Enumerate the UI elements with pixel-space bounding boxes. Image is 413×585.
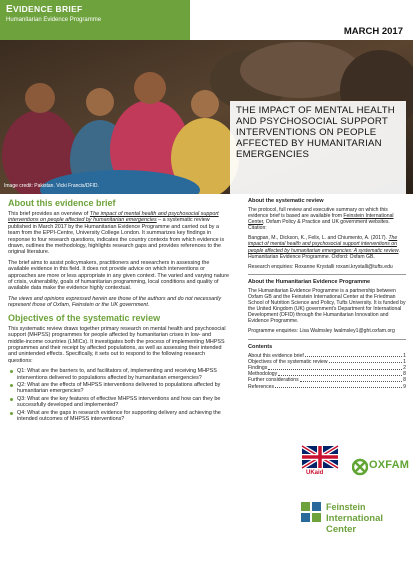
brief-type-banner [0, 0, 190, 40]
image-credit: Image credit: Pakistan. Vicki Francis/DFID. [4, 183, 99, 189]
objectives-paragraph: This systematic review draws together primary research on mental health and psychosocial support (MHPSS) programmes for people affected by humanitarian crises in low- and middle-income countries (LMICs). It investigates both the process of implementing MHPSS programmes and their receipt by affected populations, as well as assessing their intended and unintended effects. Specifically, it sets out to respond to the following research questions: [8, 325, 226, 364]
contents-item[interactable]: Further considerations 8 [248, 377, 406, 384]
research-questions-list [8, 368, 230, 422]
about-review-paragraph: The protocol, full review and executive summary on which this evidence brief is based are available from Feinstein International Center, Oxfam Policy & Practice and UK government websites. Citation: [248, 207, 394, 232]
right-column [248, 198, 406, 390]
ukaid-logo [300, 444, 340, 484]
research-question-1: Q1: What are the barriers to, and facilitators of, implementing and receiving MHPSS interventions delivered to populations affected by humanitarian emergencies? [8, 368, 230, 381]
about-brief-paragraph-2: The brief aims to assist policymakers, practitioners and researchers in assessing the available evidence in this field. It does not provide advice on which interventions or approaches are more or less appropriate in any given context. The varied and varying nature of crisis, vulnerability, goals of humanitarian programming, local conditions and quality of available data make the evidence highly contextual. [8, 259, 230, 292]
citation-title-link[interactable]: The impact of mental health and psychosocial support interventions on people affected by humanitarian emergencies: A systematic review [248, 235, 399, 254]
left-column [8, 198, 230, 423]
programme-enquiries: Programme enquiries: Lisa Walmsley lwalmsley1@ght.oxfam.org [248, 328, 395, 335]
report-title: THE IMPACT OF MENTAL HEALTH AND PSYCHOSOCIAL SUPPORT INTERVENTIONS ON PEOPLE AFFECTED BY HUMANITARIAN EMERGENCIES [236, 105, 395, 160]
feinstein-link[interactable]: Feinstein International Center [248, 213, 394, 226]
review-title-link[interactable]: The impact of mental health and psychosocial support interventions on people affected by humanitarian emergencies [8, 211, 219, 224]
contents-item[interactable]: References 9 [248, 383, 406, 390]
disclaimer: The views and opinions expressed herein are those of the authors and do not necessarily represent those of Oxfam, Feinstein or the UK government. [8, 295, 222, 309]
oxfam-logo [352, 456, 408, 478]
about-programme-paragraph: The Humanitarian Evidence Programme is a partnership between Oxfam GB and the Feinstein International Center at the Friedman School of Nutrition Science and Policy, Tufts University. It is funded by the United Kingdom (UK) government's Department for International Development (DFID) through the Humanitarian Innovation and Evidence Programme. [248, 287, 406, 325]
about-review-heading: About the systematic review [248, 198, 324, 204]
research-question-2: Q2: What are the effects of MHPSS interventions delivered to populations affected by humanitarian emergencies? [8, 382, 230, 395]
contents-list [248, 353, 406, 390]
about-brief-paragraph-1: This brief provides an overview of The impact of mental health and psychosocial support interventions on people affected by humanitarian emergencies – a systematic review published in March 2017 by the Humanitarian Evidence Programme and carried out by a team from the EPPI-Centre, University College London. It summarizes key findings in response to four research questions, indicates the country contexts from which evidence is drawn, outlines the methodology, highlights research gaps and provides references to the original literature. [8, 211, 225, 256]
objectives-heading: Objectives of the systematic review [8, 312, 161, 323]
oxfam-wordmark: OXFAM [369, 459, 410, 471]
contents-item[interactable]: Objectives of the systematic review 1 [248, 358, 406, 365]
oxfam-mark-icon [352, 456, 368, 478]
hero-photo [0, 40, 413, 194]
feinstein-logo [300, 500, 408, 535]
header [0, 0, 413, 40]
research-question-3: Q3: What are the key features of effective MHPSS interventions and how can they be successfully developed and implemented? [8, 396, 230, 409]
feinstein-wordmark-line-2: International Center [326, 513, 384, 535]
programme-name: Humanitarian Evidence Programme [6, 17, 102, 23]
research-enquiries: Research enquiries: Roxanne Krystalli roxani.krystalli@tufts.edu [248, 263, 393, 270]
about-programme-heading: About the Humanitarian Evidence Programme [248, 278, 371, 285]
contents-heading: Contents [248, 343, 273, 350]
about-brief-heading: About this evidence brief [8, 198, 116, 208]
contents-item[interactable]: Methodology 8 [248, 371, 406, 378]
report-title-box [230, 101, 406, 194]
feinstein-wordmark-line-1: Feinstein [326, 502, 366, 512]
ukaid-wordmark: UKaid [306, 470, 324, 476]
publication-date: MARCH 2017 [343, 26, 403, 37]
divider [248, 339, 406, 340]
research-question-4: Q4: What are the gaps in research evidence for supporting delivery and achieving the intended outcomes of MHPSS interventions? [8, 410, 230, 423]
contents-item[interactable]: Findings 2 [248, 364, 406, 371]
union-flag-icon [300, 444, 340, 470]
feinstein-mark-icon [300, 500, 324, 528]
citation: Bangpan, M., Dickson, K., Felix, L. and Chiumento, A. (2017). The impact of mental health and psychosocial support interventions on people affected by humanitarian emergencies: A systematic review. Humanitarian Evidence Programme. Oxford: Oxfam GB. [248, 235, 400, 260]
contents-item[interactable]: About this evidence brief 1 [248, 352, 406, 359]
divider [248, 274, 406, 275]
brief-type-label: EVIDENCE BRIEF [6, 4, 83, 15]
